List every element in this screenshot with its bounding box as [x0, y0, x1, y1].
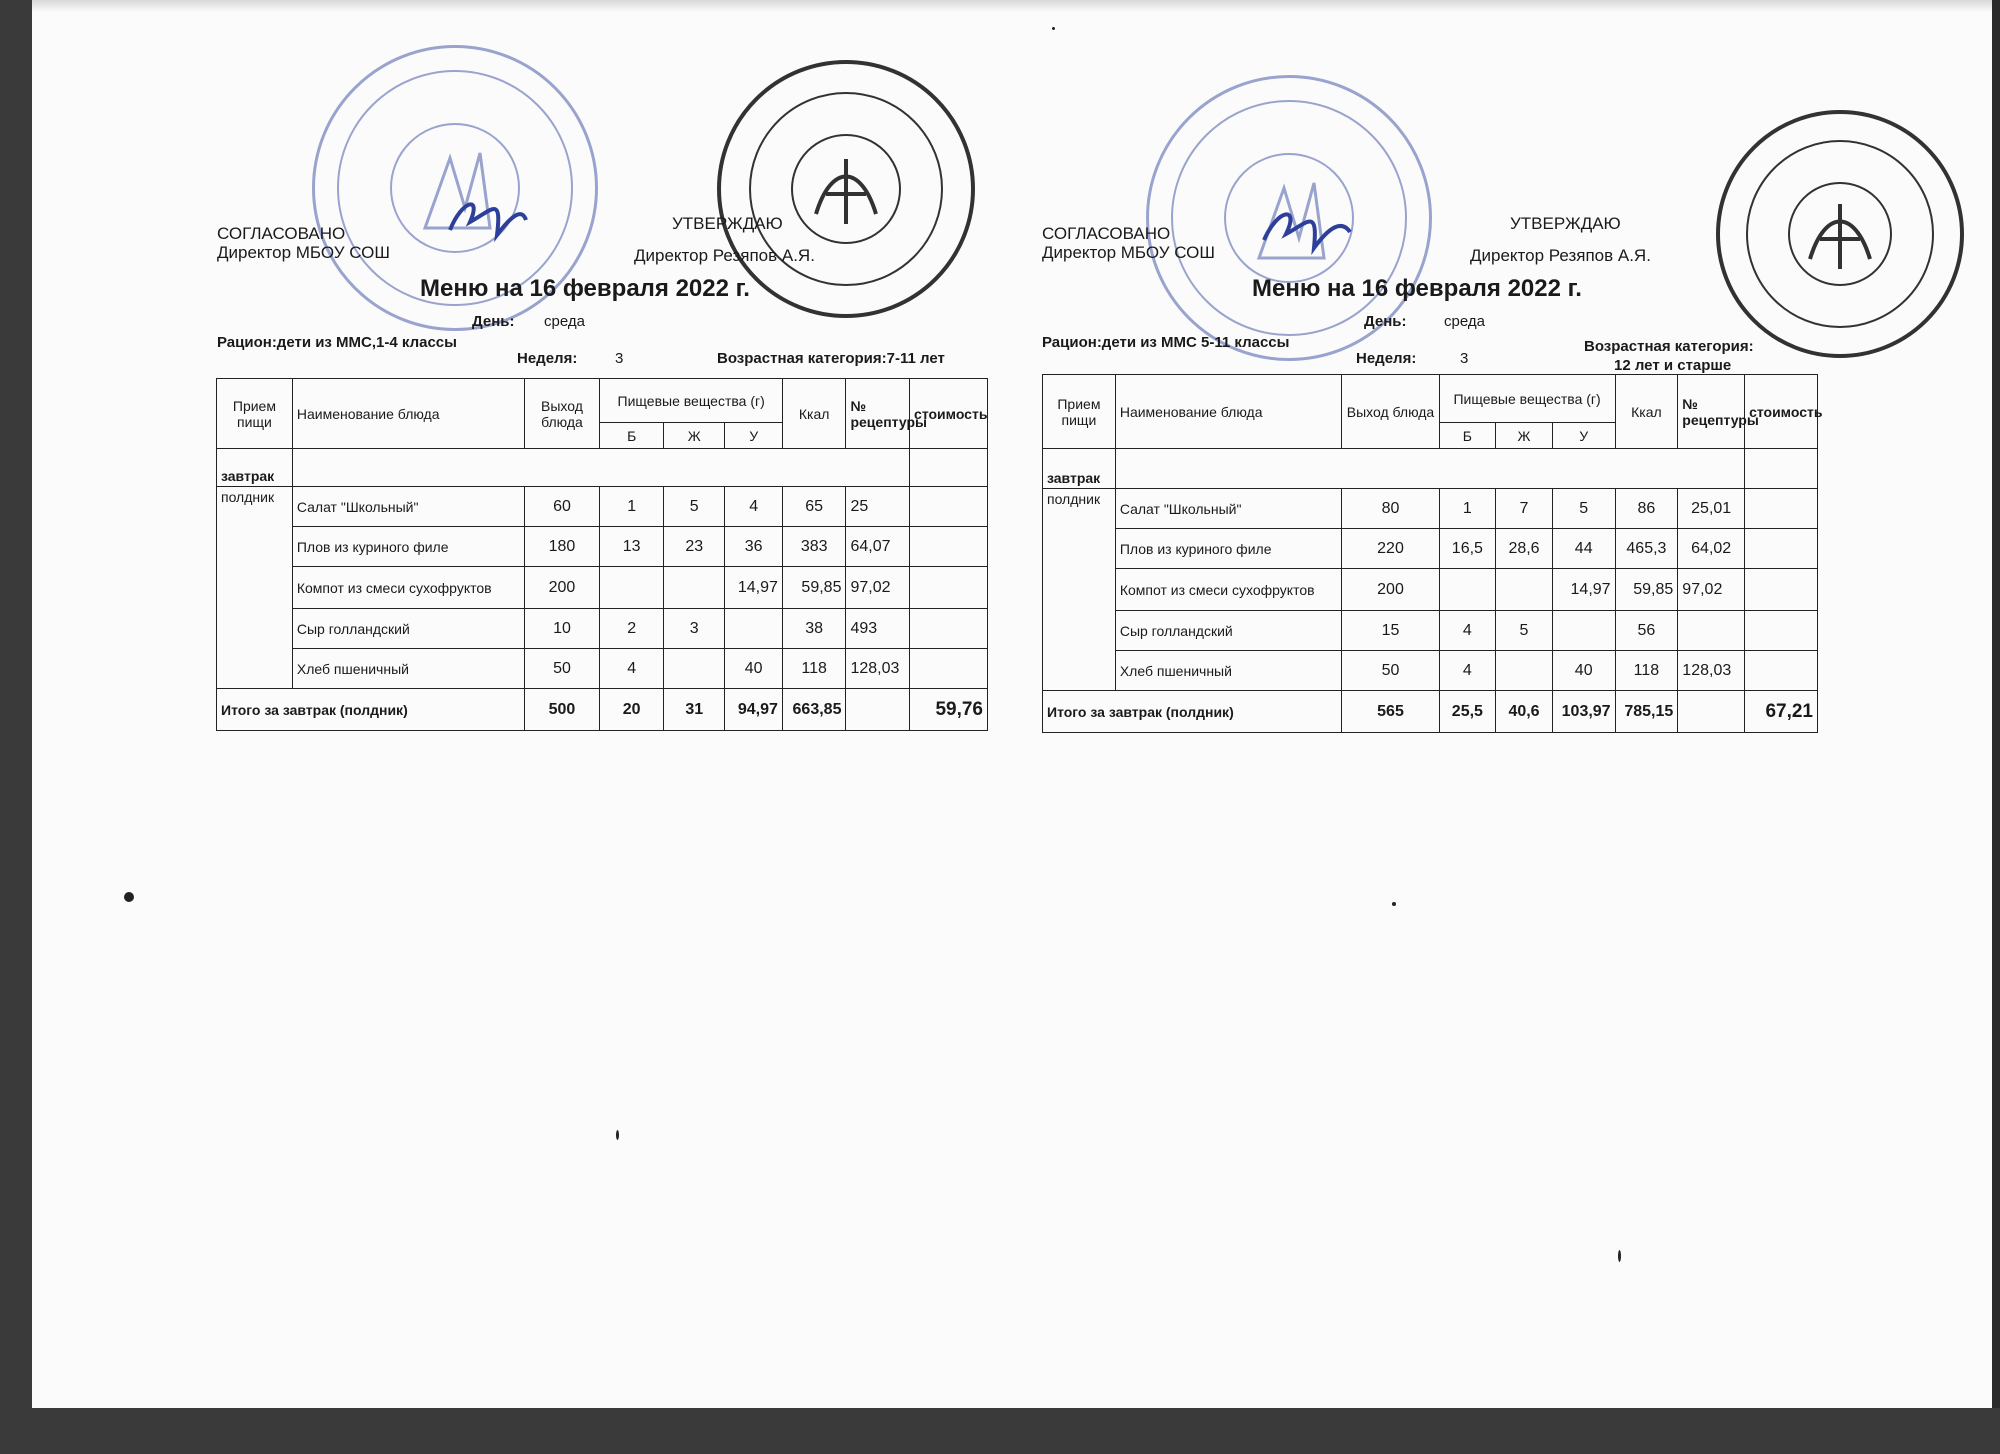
week-label: Неделя: — [1356, 350, 1417, 367]
meal-snack: полдник — [1043, 489, 1116, 691]
age-category: Возрастная категория:7-11 лет — [717, 350, 945, 367]
dish-cost — [1745, 651, 1818, 691]
menu-title: Меню на 16 февраля 2022 г. — [420, 275, 750, 302]
week-label: Неделя: — [517, 350, 578, 367]
dish-cost — [1745, 529, 1818, 569]
header-fat: Ж — [663, 423, 725, 449]
dish-name: Хлеб пшеничный — [292, 649, 524, 689]
dish-kcal: 59,85 — [782, 567, 846, 609]
dish-cost — [910, 567, 988, 609]
dish-carbs: 14,97 — [1552, 569, 1615, 611]
dish-carbs: 5 — [1552, 489, 1615, 529]
meal-breakfast: завтрак — [1043, 449, 1116, 489]
header-cost: стоимость — [1745, 375, 1818, 449]
dish-name: Салат "Школьный" — [292, 487, 524, 527]
total-kcal: 785,15 — [1615, 691, 1678, 733]
dish-carbs: 36 — [725, 527, 782, 567]
header-meal: Прием пищи — [217, 379, 293, 449]
table-cell — [1745, 449, 1818, 489]
dish-kcal: 38 — [782, 609, 846, 649]
week-value: 3 — [1460, 350, 1469, 367]
meal-breakfast: завтрак — [217, 449, 293, 487]
dish-kcal: 465,3 — [1615, 529, 1678, 569]
header-nutrients: Пищевые вещества (г) — [600, 379, 783, 423]
dish-fat — [663, 649, 725, 689]
approve-role: Директор Резяпов А.Я. — [1470, 246, 1651, 265]
dish-yield: 180 — [524, 527, 600, 567]
ration-label: Рацион:дети из МMC 5-11 классы — [1042, 334, 1290, 351]
dish-fat — [1496, 651, 1553, 691]
table-row — [292, 449, 909, 487]
dish-cost — [1745, 611, 1818, 651]
dish-fat: 3 — [663, 609, 725, 649]
scan-speck — [124, 892, 134, 902]
dish-recipe: 97,02 — [1678, 569, 1745, 611]
dish-protein: 4 — [1439, 611, 1496, 651]
dish-recipe — [1678, 611, 1745, 651]
header-dish: Наименование блюда — [1115, 375, 1342, 449]
header-carbs: У — [725, 423, 782, 449]
table-cell — [910, 449, 988, 487]
dish-kcal: 118 — [1615, 651, 1678, 691]
menu-table — [1042, 374, 1823, 733]
agreed-label: СОГЛАСОВАНО — [1042, 224, 1171, 243]
dish-name: Плов из куриного филе — [292, 527, 524, 567]
total-yield: 500 — [524, 689, 600, 731]
dish-carbs: 14,97 — [725, 567, 782, 609]
dish-kcal: 65 — [782, 487, 846, 527]
header-protein: Б — [1439, 423, 1496, 449]
dish-fat: 28,6 — [1496, 529, 1553, 569]
dish-name: Салат "Школьный" — [1115, 489, 1342, 529]
header-cost: стоимость — [910, 379, 988, 449]
dish-carbs: 4 — [725, 487, 782, 527]
dish-yield: 10 — [524, 609, 600, 649]
total-protein: 20 — [600, 689, 664, 731]
age-category-value: 12 лет и старше — [1614, 357, 1732, 374]
dish-cost — [1745, 489, 1818, 529]
header-yield: Выход блюда — [524, 379, 600, 449]
dish-recipe: 25 — [846, 487, 910, 527]
dish-kcal: 86 — [1615, 489, 1678, 529]
total-fat: 40,6 — [1496, 691, 1553, 733]
scan-speck — [616, 1130, 619, 1140]
dish-name: Компот из смеси сухофруктов — [292, 567, 524, 609]
dish-name: Сыр голландский — [292, 609, 524, 649]
dish-recipe: 493 — [846, 609, 910, 649]
agreed-role: Директор МБОУ СОШ — [1042, 243, 1215, 262]
total-recipe — [846, 689, 910, 731]
dish-yield: 60 — [524, 487, 600, 527]
menu-panel-right — [1036, 0, 1836, 780]
dish-protein: 4 — [600, 649, 664, 689]
menu-panel-left — [212, 0, 1012, 780]
dish-fat: 7 — [1496, 489, 1553, 529]
dish-fat: 5 — [1496, 611, 1553, 651]
total-label: Итого за завтрак (полдник) — [217, 689, 525, 731]
signature — [442, 190, 532, 260]
entrepreneur-stamp — [1716, 110, 1964, 358]
header-meal: Прием пищи — [1043, 375, 1116, 449]
dish-yield: 80 — [1342, 489, 1439, 529]
signature — [1256, 200, 1356, 270]
header-carbs: У — [1552, 423, 1615, 449]
dish-protein — [1439, 569, 1496, 611]
menu-table — [216, 378, 988, 731]
dish-yield: 200 — [1342, 569, 1439, 611]
dish-yield: 200 — [524, 567, 600, 609]
dish-protein: 1 — [1439, 489, 1496, 529]
meal-snack: полдник — [217, 487, 293, 689]
header-fat: Ж — [1496, 423, 1553, 449]
total-cost: 67,21 — [1745, 691, 1818, 733]
dish-name: Хлеб пшеничный — [1115, 651, 1342, 691]
agreed-role: Директор МБОУ СОШ — [217, 243, 390, 262]
dish-protein: 13 — [600, 527, 664, 567]
header-recipe: № рецептуры — [846, 379, 910, 449]
dish-kcal: 383 — [782, 527, 846, 567]
header-yield: Выход блюда — [1342, 375, 1439, 449]
dish-recipe: 64,02 — [1678, 529, 1745, 569]
approve-label: УТВЕРЖДАЮ — [672, 214, 783, 233]
day-value: среда — [544, 313, 585, 330]
total-cost: 59,76 — [910, 689, 988, 731]
total-label: Итого за завтрак (полдник) — [1043, 691, 1342, 733]
header-nutrients: Пищевые вещества (г) — [1439, 375, 1615, 423]
dish-fat — [663, 567, 725, 609]
dish-cost — [910, 487, 988, 527]
total-yield: 565 — [1342, 691, 1439, 733]
header-recipe: № рецептуры — [1678, 375, 1745, 449]
dish-cost — [910, 609, 988, 649]
total-carbs: 103,97 — [1552, 691, 1615, 733]
agreed-label: СОГЛАСОВАНО — [217, 224, 346, 243]
scan-speck — [1618, 1250, 1621, 1262]
dish-carbs: 44 — [1552, 529, 1615, 569]
dish-yield: 220 — [1342, 529, 1439, 569]
total-protein: 25,5 — [1439, 691, 1496, 733]
dish-fat: 23 — [663, 527, 725, 567]
scan-edge — [1992, 0, 2000, 1454]
dish-fat — [1496, 569, 1553, 611]
week-value: 3 — [615, 350, 624, 367]
menu-title: Меню на 16 февраля 2022 г. — [1252, 275, 1582, 302]
dish-yield: 50 — [524, 649, 600, 689]
table-row — [1115, 449, 1744, 489]
day-label: День: — [472, 313, 515, 330]
day-label: День: — [1364, 313, 1407, 330]
dish-protein: 16,5 — [1439, 529, 1496, 569]
dish-carbs: 40 — [725, 649, 782, 689]
age-category: Возрастная категория: — [1584, 338, 1754, 355]
header-kcal: Ккал — [782, 379, 846, 449]
dish-kcal: 56 — [1615, 611, 1678, 651]
header-protein: Б — [600, 423, 664, 449]
dish-yield: 15 — [1342, 611, 1439, 651]
dish-protein: 2 — [600, 609, 664, 649]
dish-name: Плов из куриного филе — [1115, 529, 1342, 569]
scan-edge — [0, 1408, 2000, 1454]
dish-protein: 4 — [1439, 651, 1496, 691]
scan-speck — [1052, 27, 1055, 30]
dish-cost — [1745, 569, 1818, 611]
dish-kcal: 118 — [782, 649, 846, 689]
dish-protein — [600, 567, 664, 609]
dish-recipe: 25,01 — [1678, 489, 1745, 529]
dish-yield: 50 — [1342, 651, 1439, 691]
dish-carbs — [725, 609, 782, 649]
dish-kcal: 59,85 — [1615, 569, 1678, 611]
dish-recipe: 64,07 — [846, 527, 910, 567]
scan-speck — [1392, 902, 1396, 906]
ration-label: Рацион:дети из МMC,1-4 классы — [217, 334, 457, 351]
dish-recipe: 128,03 — [1678, 651, 1745, 691]
total-fat: 31 — [663, 689, 725, 731]
total-carbs: 94,97 — [725, 689, 782, 731]
dish-carbs — [1552, 611, 1615, 651]
header-kcal: Ккал — [1615, 375, 1678, 449]
dish-fat: 5 — [663, 487, 725, 527]
approve-role: Директор Резяпов А.Я. — [634, 246, 815, 265]
dish-name: Сыр голландский — [1115, 611, 1342, 651]
dish-cost — [910, 527, 988, 567]
scan-edge — [0, 0, 32, 1454]
total-kcal: 663,85 — [782, 689, 846, 731]
entrepreneur-stamp — [717, 60, 975, 318]
dish-cost — [910, 649, 988, 689]
dish-protein: 1 — [600, 487, 664, 527]
dish-carbs: 40 — [1552, 651, 1615, 691]
dish-name: Компот из смеси сухофруктов — [1115, 569, 1342, 611]
dish-recipe: 128,03 — [846, 649, 910, 689]
day-value: среда — [1444, 313, 1485, 330]
total-recipe — [1678, 691, 1745, 733]
header-dish: Наименование блюда — [292, 379, 524, 449]
approve-label: УТВЕРЖДАЮ — [1510, 214, 1621, 233]
dish-recipe: 97,02 — [846, 567, 910, 609]
